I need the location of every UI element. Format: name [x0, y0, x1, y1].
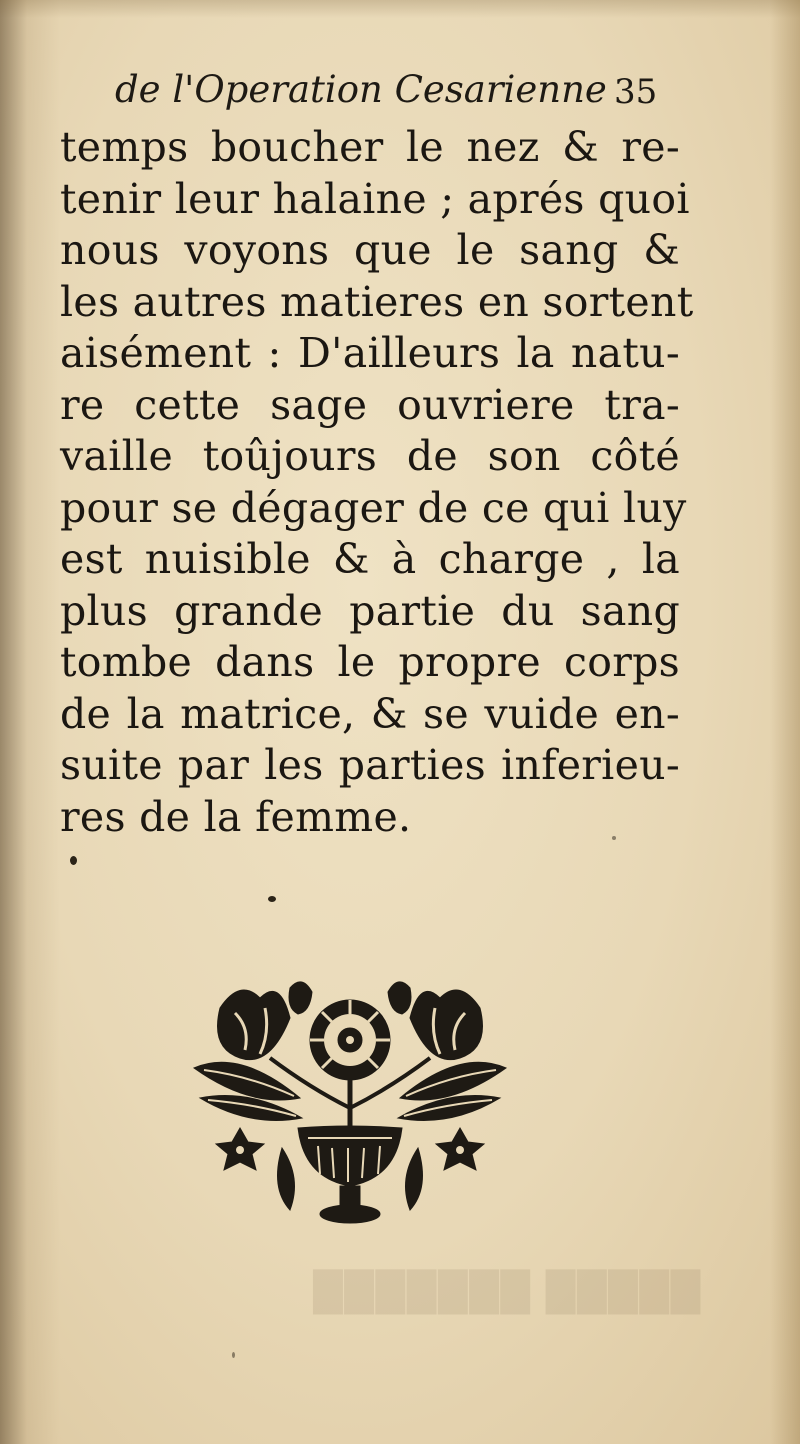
text-line: suite par les parties inferieu-: [60, 741, 680, 789]
text-line: res de la femme.: [60, 792, 412, 841]
page-number: 35: [614, 72, 658, 112]
page-edge-right: [770, 0, 800, 1444]
text-line: plus grande partie du sang: [60, 586, 680, 635]
text-line: est nuisible & à charge , la: [60, 535, 680, 583]
body-text: [60, 122, 694, 843]
running-head-title: de l'Operation Cesarienne: [115, 68, 607, 111]
text-line: tombe dans le propre corps: [60, 638, 680, 686]
flower-vase-woodcut-icon: [190, 978, 510, 1228]
text-line: temps boucher le nez & re-: [60, 123, 680, 171]
text-line: tenir leur halaine ; aprés quoi: [60, 174, 690, 223]
text-line: nous voyons que le sang &: [60, 226, 680, 274]
text-line: aisément : D'ailleurs la natu-: [60, 329, 680, 377]
binding-shadow: [0, 0, 60, 1444]
text-line: pour se dégager de ce qui luy: [60, 483, 687, 532]
text-line: les autres matieres en sortent: [60, 277, 694, 326]
text-line: re cette sage ouvriere tra-: [60, 380, 680, 429]
page-edge-top: [0, 0, 800, 18]
text-line: vaille toûjours de son côté: [60, 432, 680, 480]
text-line: de la matrice, & se vuide en-: [60, 689, 680, 738]
show-through-texture: █████ ███████: [311, 1270, 700, 1314]
